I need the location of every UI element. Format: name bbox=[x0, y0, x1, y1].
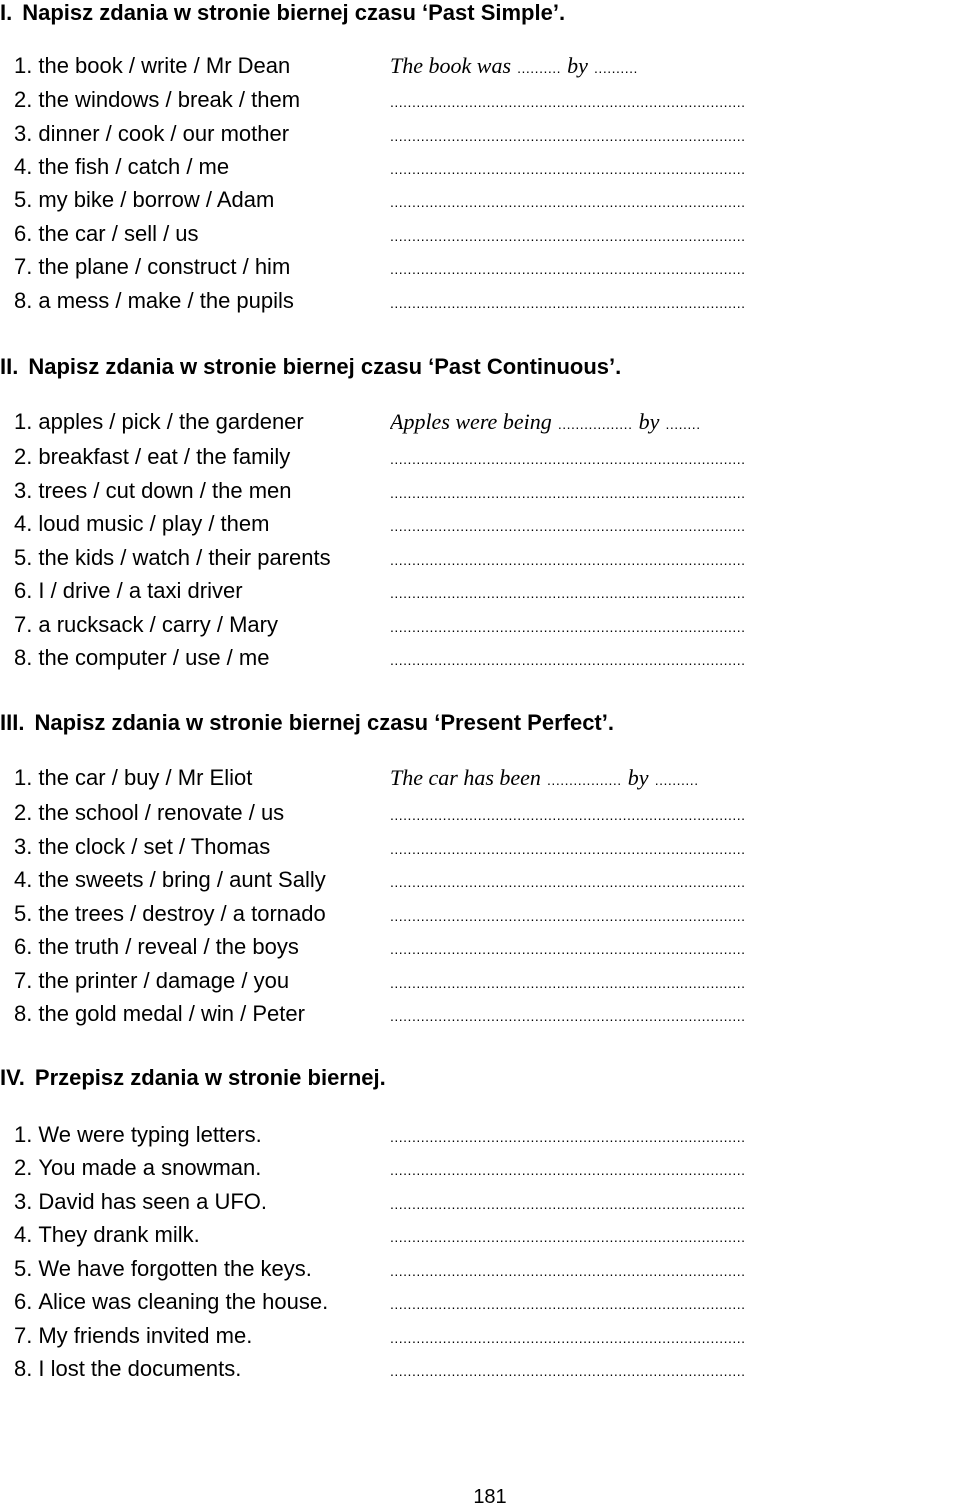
answer-blank[interactable]: ................................................................................. bbox=[390, 908, 746, 924]
answer-blank[interactable]: ................. bbox=[547, 772, 622, 788]
exercise-row bbox=[0, 1153, 960, 1183]
item-prompt: the trees / destroy / a tornado bbox=[38, 901, 326, 926]
item-number: 1. bbox=[14, 409, 33, 434]
item-number: 1. bbox=[14, 53, 33, 78]
item-number: 8. bbox=[14, 645, 33, 670]
exercise-row bbox=[0, 442, 960, 472]
example-answer bbox=[390, 409, 956, 435]
section-title: Przepisz zdania w stronie biernej. bbox=[34, 1065, 386, 1090]
exercise-row bbox=[0, 798, 960, 828]
example-start: Apples were being bbox=[390, 409, 552, 434]
exercise-row bbox=[0, 1187, 960, 1217]
item-prompt: Alice was cleaning the house. bbox=[38, 1289, 329, 1314]
section-heading bbox=[0, 0, 565, 26]
answer-blank[interactable]: .......... bbox=[654, 772, 699, 788]
item-number: 7. bbox=[14, 968, 33, 993]
answer-blank[interactable]: ................................................................................. bbox=[390, 161, 746, 177]
item-prompt: trees / cut down / the men bbox=[38, 478, 292, 503]
answer-blank[interactable]: ................................................................................. bbox=[390, 518, 746, 534]
answer-blank[interactable]: ................................................................................. bbox=[390, 975, 746, 991]
item-prompt: apples / pick / the gardener bbox=[38, 409, 304, 434]
item-prompt: We were typing letters. bbox=[38, 1122, 262, 1147]
exercise-row bbox=[0, 51, 960, 81]
item-number: 3. bbox=[14, 478, 33, 503]
exercise-row bbox=[0, 1321, 960, 1351]
answer-blank[interactable]: ................................................................................. bbox=[390, 1162, 746, 1178]
exercise-row bbox=[0, 286, 960, 316]
item-number: 7. bbox=[14, 1323, 33, 1348]
item-prompt: We have forgotten the keys. bbox=[38, 1256, 312, 1281]
page-number: 181 bbox=[473, 1486, 507, 1508]
answer-blank[interactable]: ................. bbox=[557, 416, 633, 432]
section-number: III. bbox=[0, 710, 25, 735]
section-title: Napisz zdania w stronie biernej czasu ‘Past Continuous’. bbox=[28, 354, 622, 379]
exercise-row bbox=[0, 643, 960, 673]
exercise-row bbox=[0, 832, 960, 862]
exercise-row bbox=[0, 1254, 960, 1284]
answer-blank[interactable]: ................................................................................. bbox=[390, 552, 746, 568]
answer-blank[interactable]: .......... bbox=[594, 60, 638, 76]
exercise-row bbox=[0, 85, 960, 115]
item-number: 4. bbox=[14, 154, 33, 179]
item-number: 3. bbox=[14, 121, 33, 146]
section-title: Napisz zdania w stronie biernej czasu ‘Past Simple’. bbox=[22, 0, 566, 25]
item-number: 1. bbox=[14, 765, 33, 790]
answer-blank[interactable]: ................................................................................. bbox=[390, 1196, 746, 1212]
item-prompt: My friends invited me. bbox=[38, 1323, 253, 1348]
item-number: 3. bbox=[14, 1189, 33, 1214]
section-title: Napisz zdania w stronie biernej czasu ‘Present Perfect’. bbox=[34, 710, 614, 735]
exercise-row bbox=[0, 152, 960, 182]
item-number: 2. bbox=[14, 1155, 33, 1180]
exercise-row bbox=[0, 252, 960, 282]
item-prompt: dinner / cook / our mother bbox=[38, 121, 290, 146]
answer-blank[interactable]: .......... bbox=[517, 60, 562, 76]
example-answer bbox=[390, 765, 956, 791]
item-number: 8. bbox=[14, 1356, 33, 1381]
item-prompt: the car / buy / Mr Eliot bbox=[38, 765, 253, 790]
answer-blank[interactable]: ................................................................................. bbox=[390, 807, 746, 823]
item-number: 2. bbox=[14, 444, 33, 469]
answer-blank[interactable]: ................................................................................. bbox=[390, 1263, 746, 1279]
exercise-row bbox=[0, 999, 960, 1029]
item-prompt: David has seen a UFO. bbox=[38, 1189, 268, 1214]
example-by: by bbox=[567, 53, 588, 78]
answer-blank[interactable]: ................................................................................. bbox=[390, 585, 746, 601]
item-prompt: the computer / use / me bbox=[38, 645, 270, 670]
item-number: 8. bbox=[14, 1001, 33, 1026]
item-number: 5. bbox=[14, 545, 33, 570]
item-prompt: the book / write / Mr Dean bbox=[38, 53, 291, 78]
exercise-row bbox=[0, 407, 960, 437]
exercise-row bbox=[0, 185, 960, 215]
item-number: 6. bbox=[14, 1289, 33, 1314]
item-number: 6. bbox=[14, 221, 33, 246]
item-number: 4. bbox=[14, 1222, 33, 1247]
item-number: 8. bbox=[14, 288, 33, 313]
item-prompt: the gold medal / win / Peter bbox=[38, 1001, 305, 1026]
answer-blank[interactable]: ................................................................................. bbox=[390, 295, 746, 311]
example-by: by bbox=[638, 409, 660, 434]
answer-blank[interactable]: ................................................................................. bbox=[390, 1296, 746, 1312]
answer-blank[interactable]: ................................................................................. bbox=[390, 128, 746, 144]
answer-blank[interactable]: ................................................................................. bbox=[390, 1129, 746, 1145]
item-prompt: the clock / set / Thomas bbox=[38, 834, 271, 859]
section-number: II. bbox=[0, 354, 19, 379]
example-answer bbox=[390, 53, 956, 79]
section-heading bbox=[0, 710, 614, 736]
exercise-row bbox=[0, 219, 960, 249]
item-prompt: breakfast / eat / the family bbox=[38, 444, 291, 469]
section-number: I. bbox=[0, 0, 13, 25]
item-number: 1. bbox=[14, 1122, 33, 1147]
answer-blank[interactable]: ................................................................................. bbox=[390, 1330, 746, 1346]
answer-blank[interactable]: ................................................................................. bbox=[390, 485, 746, 501]
item-number: 5. bbox=[14, 901, 33, 926]
exercise-row bbox=[0, 610, 960, 640]
exercise-row bbox=[0, 509, 960, 539]
item-prompt: my bike / borrow / Adam bbox=[38, 187, 275, 212]
section-heading bbox=[0, 354, 621, 380]
exercise-row bbox=[0, 865, 960, 895]
exercise-row bbox=[0, 1120, 960, 1150]
item-number: 4. bbox=[14, 511, 33, 536]
item-number: 4. bbox=[14, 867, 33, 892]
exercise-row bbox=[0, 1287, 960, 1317]
item-prompt: the windows / break / them bbox=[38, 87, 301, 112]
example-start: The car has been bbox=[390, 765, 541, 790]
item-number: 7. bbox=[14, 612, 33, 637]
answer-blank[interactable]: ................................................................................. bbox=[390, 619, 746, 635]
answer-blank[interactable]: ................................................................................. bbox=[390, 194, 746, 210]
answer-blank[interactable]: ................................................................................. bbox=[390, 841, 746, 857]
answer-blank[interactable]: ................................................................................. bbox=[390, 1008, 746, 1024]
item-prompt: the kids / watch / their parents bbox=[38, 545, 331, 570]
item-prompt: the sweets / bring / aunt Sally bbox=[38, 867, 326, 892]
item-prompt: I lost the documents. bbox=[38, 1356, 242, 1381]
item-prompt: the plane / construct / him bbox=[38, 254, 291, 279]
exercise-row bbox=[0, 899, 960, 929]
item-number: 5. bbox=[14, 187, 33, 212]
exercise-row bbox=[0, 543, 960, 573]
answer-blank[interactable]: ................................................................................. bbox=[390, 228, 746, 244]
section-number: IV. bbox=[0, 1065, 25, 1090]
exercise-row bbox=[0, 476, 960, 506]
item-prompt: I / drive / a taxi driver bbox=[38, 578, 243, 603]
item-number: 3. bbox=[14, 834, 33, 859]
item-number: 2. bbox=[14, 800, 33, 825]
exercise-row bbox=[0, 1220, 960, 1250]
item-number: 5. bbox=[14, 1256, 33, 1281]
item-prompt: the school / renovate / us bbox=[38, 800, 285, 825]
item-number: 7. bbox=[14, 254, 33, 279]
exercise-row bbox=[0, 119, 960, 149]
item-prompt: the car / sell / us bbox=[38, 221, 199, 246]
item-prompt: You made a snowman. bbox=[38, 1155, 262, 1180]
item-prompt: the fish / catch / me bbox=[38, 154, 230, 179]
answer-blank[interactable]: ................................................................................. bbox=[390, 1363, 746, 1379]
item-prompt: a mess / make / the pupils bbox=[38, 288, 294, 313]
item-prompt: loud music / play / them bbox=[38, 511, 270, 536]
exercise-row bbox=[0, 763, 960, 793]
answer-blank[interactable]: ........ bbox=[665, 416, 701, 432]
exercise-row bbox=[0, 966, 960, 996]
answer-blank[interactable]: ................................................................................. bbox=[390, 941, 746, 957]
answer-blank[interactable]: ................................................................................. bbox=[390, 451, 746, 467]
section-heading bbox=[0, 1065, 386, 1091]
answer-blank[interactable]: ................................................................................. bbox=[390, 652, 746, 668]
answer-blank[interactable]: ................................................................................. bbox=[390, 1229, 746, 1245]
answer-blank[interactable]: ................................................................................. bbox=[390, 94, 746, 110]
example-by: by bbox=[627, 765, 649, 790]
item-number: 6. bbox=[14, 578, 33, 603]
exercise-row bbox=[0, 576, 960, 606]
example-start: The book was bbox=[390, 53, 511, 78]
item-number: 6. bbox=[14, 934, 33, 959]
item-prompt: the printer / damage / you bbox=[38, 968, 290, 993]
exercise-row bbox=[0, 1354, 960, 1384]
item-prompt: the truth / reveal / the boys bbox=[38, 934, 299, 959]
exercise-row bbox=[0, 932, 960, 962]
item-prompt: a rucksack / carry / Mary bbox=[38, 612, 278, 637]
item-number: 2. bbox=[14, 87, 33, 112]
answer-blank[interactable]: ................................................................................. bbox=[390, 261, 746, 277]
item-prompt: They drank milk. bbox=[38, 1222, 200, 1247]
answer-blank[interactable]: ................................................................................. bbox=[390, 874, 746, 890]
